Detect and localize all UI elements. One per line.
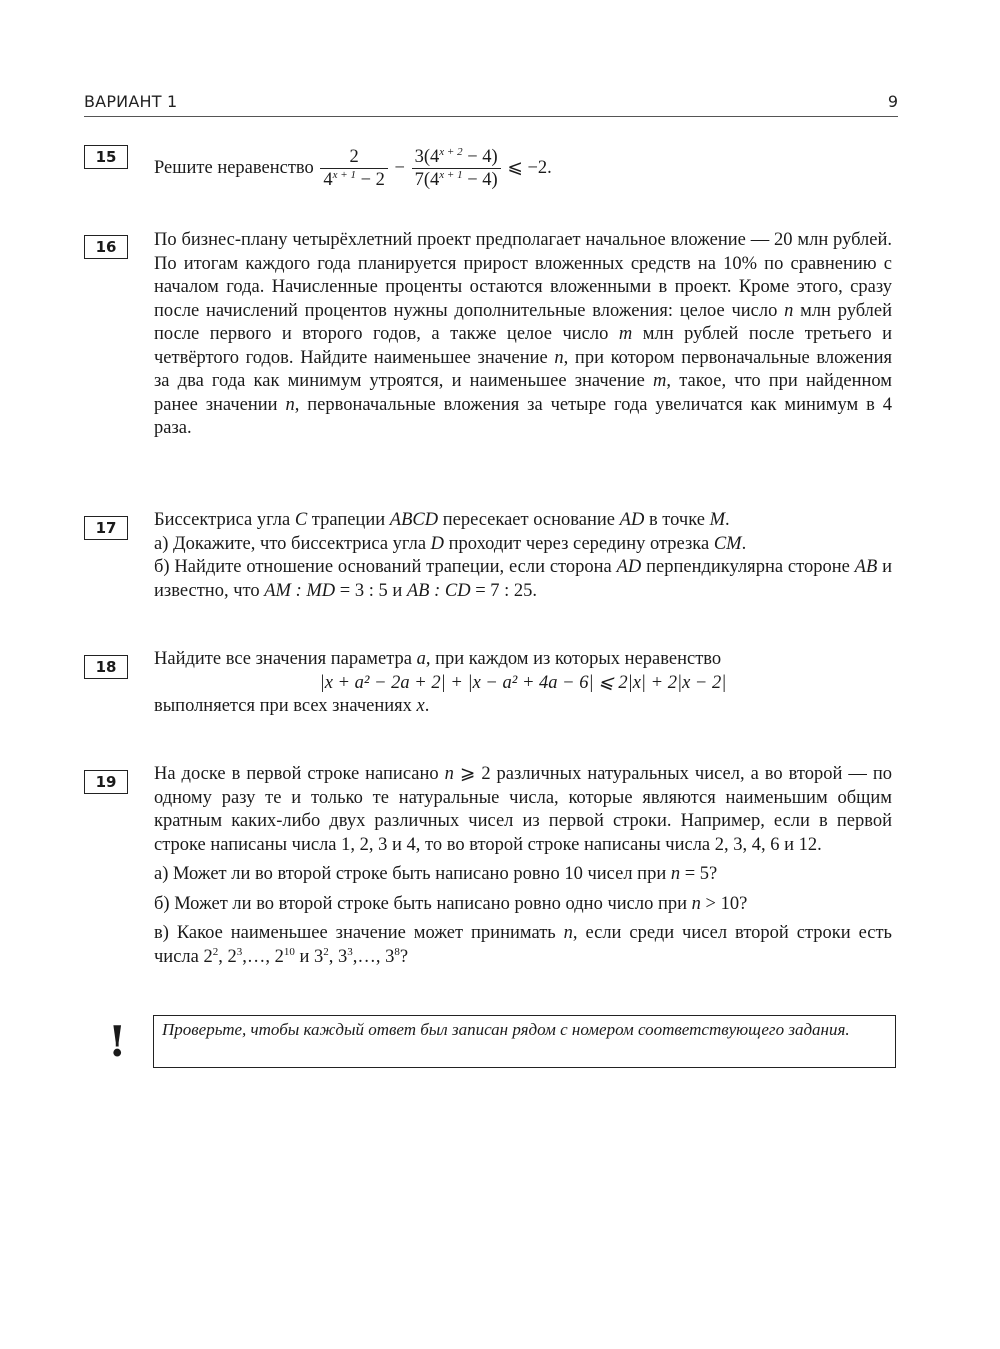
task-number-box: 16	[84, 235, 128, 259]
notice-box: Проверьте, чтобы каждый ответ был записан рядом с номером соответствующего задания.	[153, 1015, 896, 1068]
task-15-text: Решите неравенство $\frac{2}{4^{x + 1} - 2}$ − $\frac{3(4^{x + 2} - 4)}{7(4^{x + 1} - 4)}$ ⩽ −2.	[154, 146, 552, 190]
inequality-formula: |x + a² − 2a + 2| + |x − a² + 4a − 6| ⩽ 2|x| + 2|x − 2|	[319, 672, 727, 693]
task-19-part-b: б) Может ли во второй строке быть написано ровно одно число при n > 10?	[154, 893, 748, 914]
exclamation-icon: !	[108, 1017, 127, 1066]
task-19-text: На доске в первой строке написано n ⩾ 2 различных натуральных чисел, а во второй — по одному разу те и только те натуральные числа, которые являются наименьшим общим кратным каких-либо двух различных чисел из первой строки. Например, если в первой строке написаны числа 1, 2, 3 и 4, то во второй строке написаны числа 2, 3, 4, 6 и 12. а) Может ли во второй строке быть написано ровно 10 чисел при n = 5? б) Может ли во второй строке быть написано ровно одно число при n > 10? в) Какое наименьшее значение может принимать n, если среди чисел второй строки есть числа $2^2$, $2^3,\dots$, $2^{10}$ и $3^2$, $3^3,\dots$, $3^8$?	[154, 763, 892, 969]
task-number-box: 19	[84, 770, 128, 794]
task-19-part-c: в) Какое наименьшее значение может принимать n, если среди чисел второй строки есть числа $2^2$, $2^3,\dots$, $2^{10}$ и $3^2$, $3^3,\dots$, $3^8$?	[154, 923, 892, 967]
task-number-box: 15	[84, 145, 128, 169]
task-number-box: 17	[84, 516, 128, 540]
task-number-box: 18	[84, 655, 128, 679]
page-header	[84, 90, 898, 117]
fraction-2: $\frac{3(4^{x + 2} - 4)}{7(4^{x + 1} - 4)}$	[412, 147, 501, 190]
task-17-text: Биссектриса угла C трапеции ABCD пересекает основание AD в точке M. а) Докажите, что биссектриса угла D проходит через середину отрезка CM. б) Найдите отношение оснований трапеции, если сторона AD перпендикулярна стороне AB и известно, что AM : MD = 3 : 5 и AB : CD = 7 : 25.	[154, 510, 893, 601]
variant-title: ВАРИАНТ 1	[84, 92, 178, 111]
page-number: 9	[887, 92, 898, 111]
task-18-text: Найдите все значения параметра a, при каждом из которых неравенство |x + a² − 2a + 2| + |x − a² + 4a − 6| ⩽ 2|x| + 2|x − 2| выполняется при всех значениях x.	[154, 648, 892, 719]
task-16-text: По бизнес-плану четырёхлетний проект предполагает начальное вложение — 20 млн рублей. По итогам каждого года планируется прирост вложенных средств на 10% по сравнению с началом года. Начисленные проценты остаются вложенными в проект. Кроме этого, сразу после начислений процентов нужны дополнительные вложения: целое число n млн рублей после первого и второго годов, а также целое число m млн рублей после третьего и четвёртого годов. Найдите наименьшее значение n, при котором первоначальные вложения за два года как минимум утроятся, и наименьшее значение m, такое, что при найденном ранее значении n, первоначальные вложения за четыре года увеличатся как минимум в 4 раза.	[154, 230, 893, 438]
fraction-1: $\frac{2}{4^{x + 1} - 2}$	[320, 147, 388, 190]
task-19-part-a: а) Может ли во второй строке быть написано ровно 10 чисел при n = 5?	[154, 864, 718, 884]
task-15-intro: Решите неравенство	[154, 157, 314, 178]
